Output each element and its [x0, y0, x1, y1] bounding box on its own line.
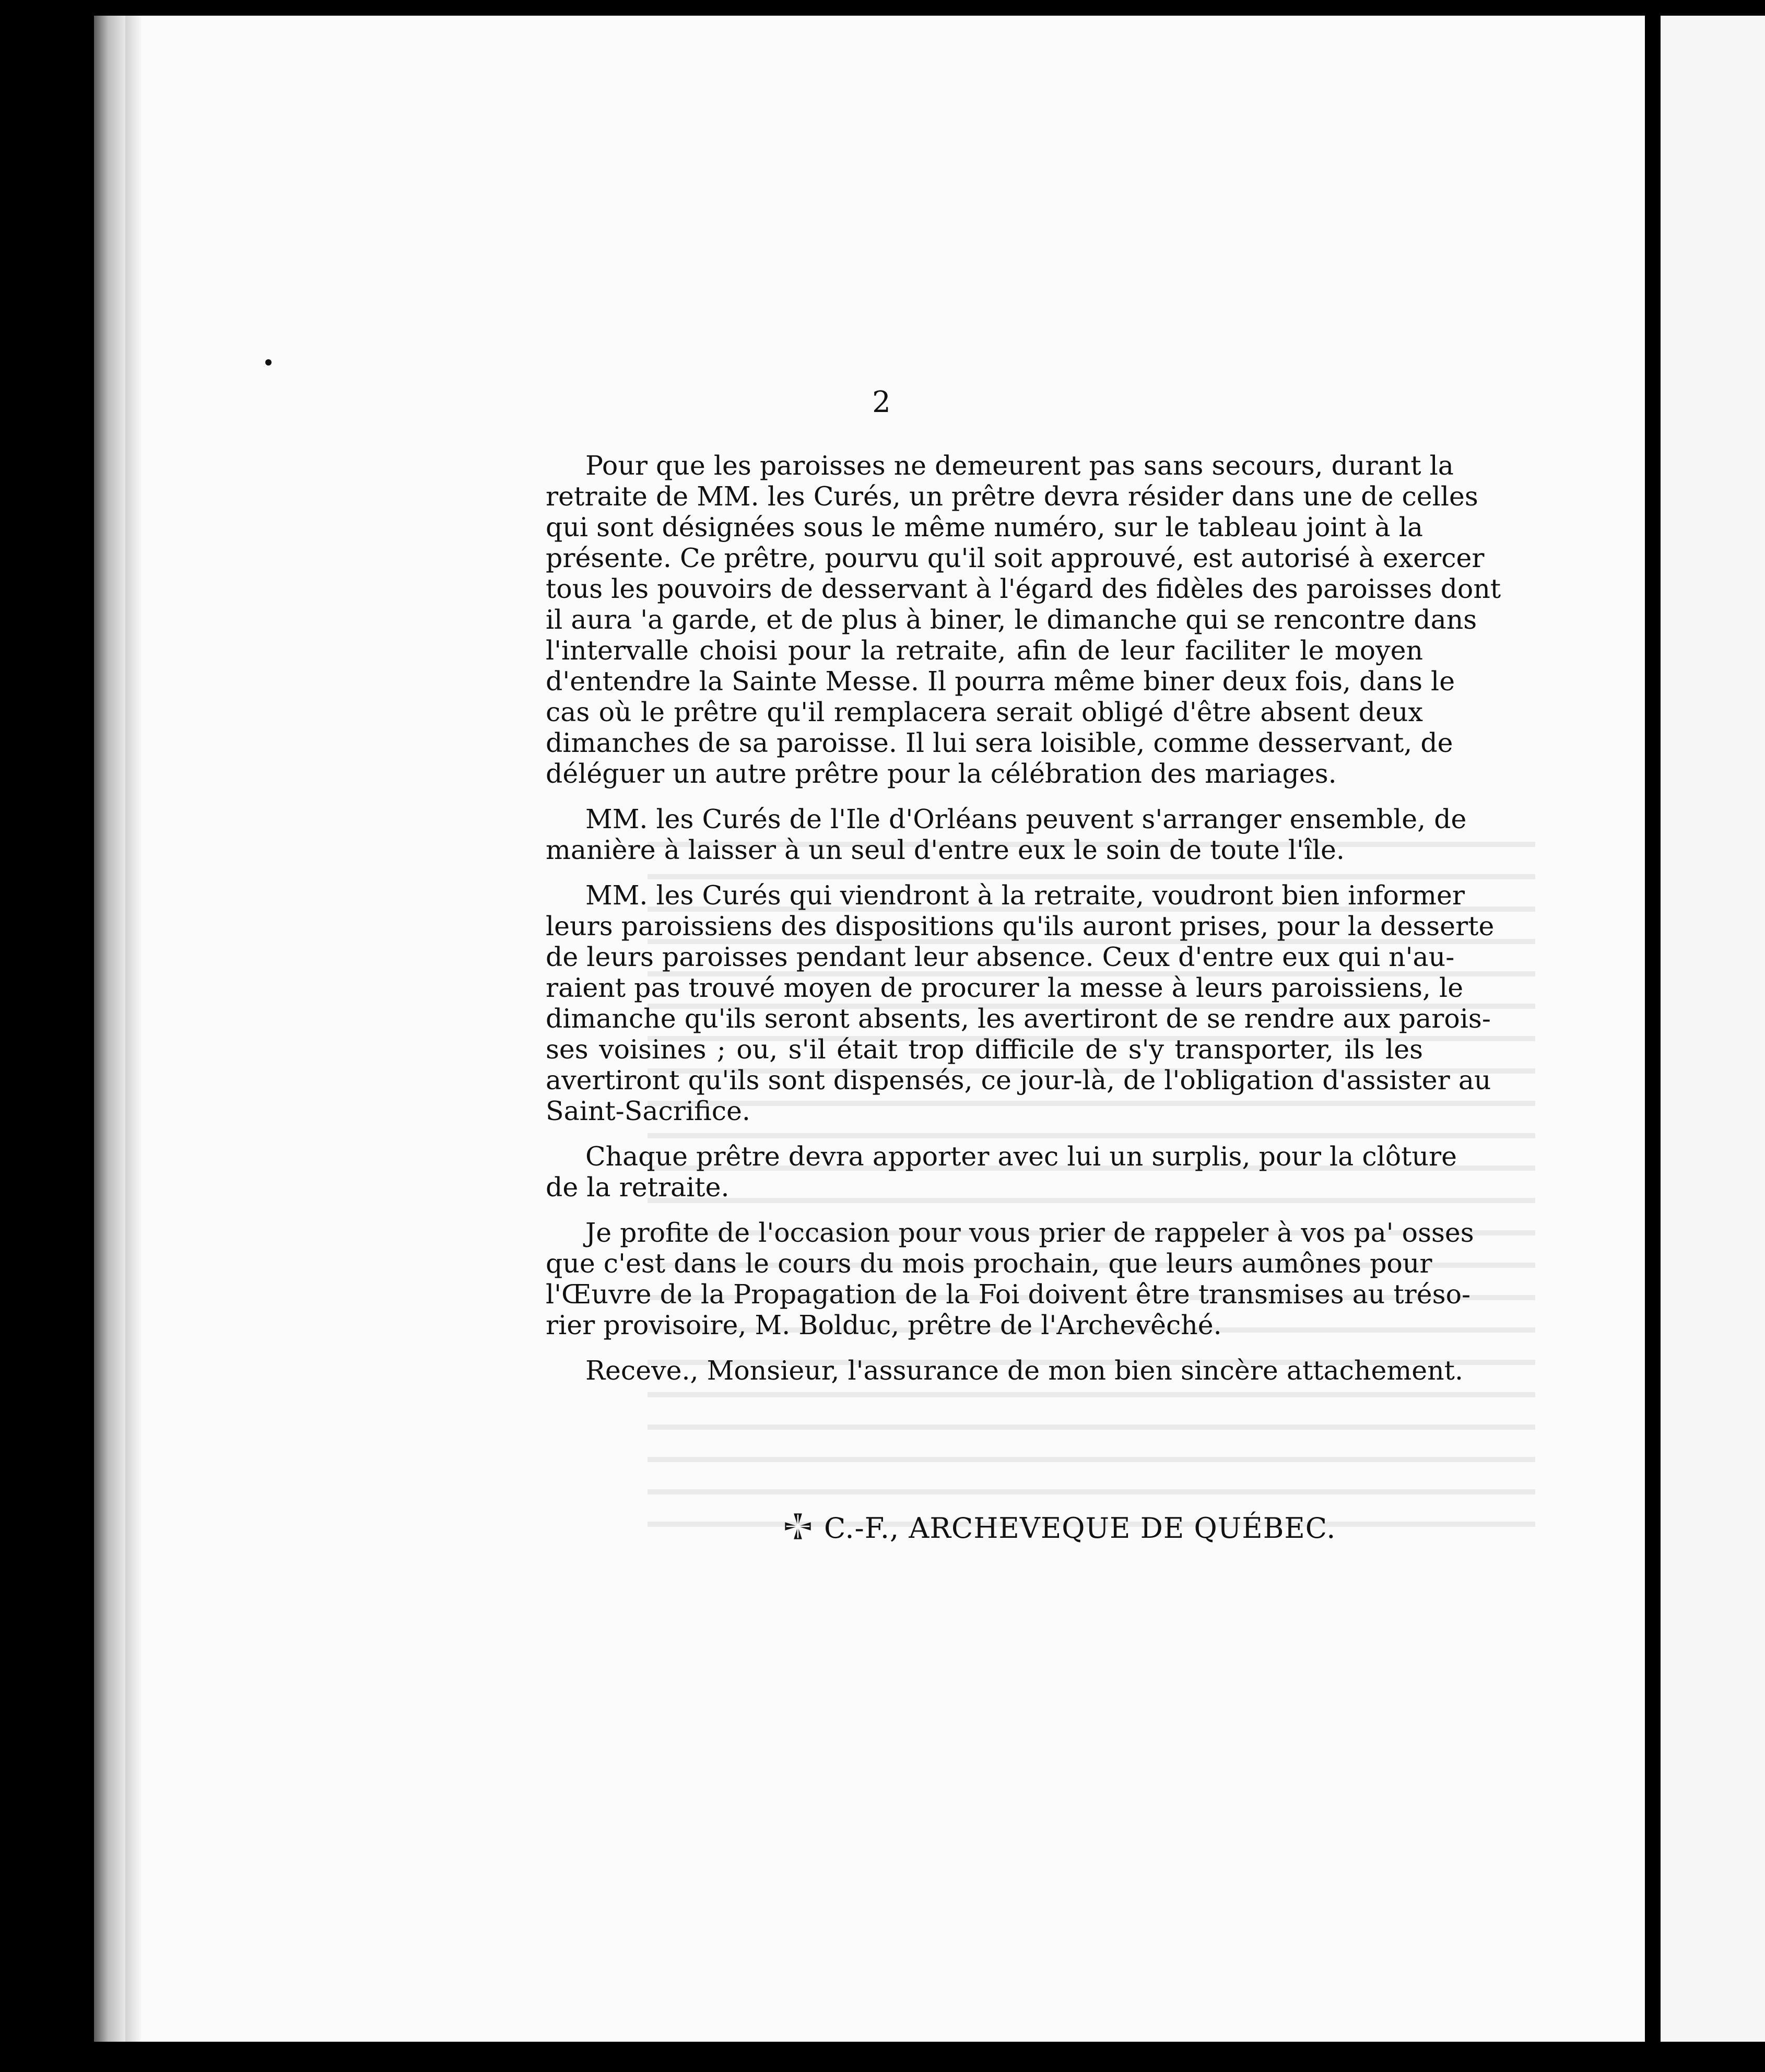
text-line: Receve., Monsieur, l'assurance de mon bien sincère attachement. [585, 1355, 1463, 1386]
text-line: présente. Ce prêtre, pourvu qu'il soit approuvé, est autorisé à exercer [546, 543, 1485, 573]
text-line: dimanche qu'ils seront absents, les avertiront de se rendre aux parois- [546, 1003, 1491, 1034]
text-line: leurs paroissiens des dispositions qu'ils auront prises, pour la desserte [546, 911, 1495, 941]
text-line: Je profite de l'occasion pour vous prier de rappeler à vos pa' osses [585, 1217, 1474, 1248]
text-line: dimanches de sa paroisse. Il lui sera loisible, comme desservant, de [546, 727, 1453, 758]
signature [783, 1512, 1336, 1545]
text-line: déléguer un autre prêtre pour la célébration des mariages. [546, 758, 1337, 789]
paragraph [546, 804, 1467, 865]
text-line: avertiront qu'ils sont dispensés, ce jour-là, de l'obligation d'assister au [546, 1065, 1491, 1096]
adjacent-page-edge [1661, 16, 1765, 2042]
binding-shadow [125, 16, 141, 2042]
text-line: d'entendre la Sainte Messe. Il pourra même biner deux fois, dans le [546, 666, 1455, 697]
text-line: cas où le prêtre qu'il remplacera serait obligé d'être absent deux [546, 697, 1423, 727]
text-line: l'Œuvre de la Propagation de la Foi doivent être transmises au tréso- [546, 1279, 1471, 1310]
paragraph [546, 1141, 1457, 1203]
paragraph [546, 1217, 1474, 1340]
text-line: que c'est dans le cours du mois prochain, que leurs aumônes pour [546, 1248, 1432, 1279]
paragraph [546, 880, 1495, 1126]
text-line: MM. les Curés de l'Ile d'Orléans peuvent s'arranger ensemble, de [585, 804, 1467, 834]
text-line: de la retraite. [546, 1172, 729, 1203]
text-line: il aura 'a garde, et de plus à biner, le dimanche qui se rencontre dans [546, 604, 1477, 635]
text-line: retraite de MM. les Curés, un prêtre devra résider dans une de celles [546, 481, 1478, 512]
text-line: Pour que les paroisses ne demeurent pas sans secours, durant la [585, 450, 1454, 481]
scan-speck [265, 359, 272, 366]
text-line: de leurs paroisses pendant leur absence. Ceux d'entre eux qui n'au- [546, 941, 1455, 972]
letter-body [546, 450, 1501, 1400]
text-line: ses voisines ; ou, s'il était trop difficile de s'y transporter, ils les [546, 1034, 1423, 1065]
text-line: tous les pouvoirs de desservant à l'égard des fidèles des paroisses dont [546, 573, 1501, 604]
page-number: 2 [872, 385, 891, 419]
paragraph [546, 1355, 1463, 1386]
text-line: qui sont désignées sous le même numéro, sur le tableau joint à la [546, 512, 1423, 543]
text-line: Chaque prêtre devra apporter avec lui un surplis, pour la clôture [585, 1141, 1457, 1172]
signature-text: C.-F., ARCHEVEQUE DE QUÉBEC. [824, 1512, 1336, 1545]
paragraph [546, 450, 1501, 789]
binding-edge [94, 16, 125, 2042]
text-line: l'intervalle choisi pour la retraite, afin de leur faciliter le moyen [546, 635, 1423, 666]
text-line: Saint-Sacrifice. [546, 1096, 750, 1126]
maltese-cross-icon [783, 1512, 813, 1541]
text-line: MM. les Curés qui viendront à la retraite, voudront bien informer [585, 880, 1465, 911]
text-line: rier provisoire, M. Bolduc, prêtre de l'Archevêché. [546, 1310, 1222, 1340]
page-gutter [1645, 16, 1655, 2042]
text-line: manière à laisser à un seul d'entre eux le soin de toute l'île. [546, 834, 1345, 865]
text-line: raient pas trouvé moyen de procurer la messe à leurs paroissiens, le [546, 972, 1464, 1003]
